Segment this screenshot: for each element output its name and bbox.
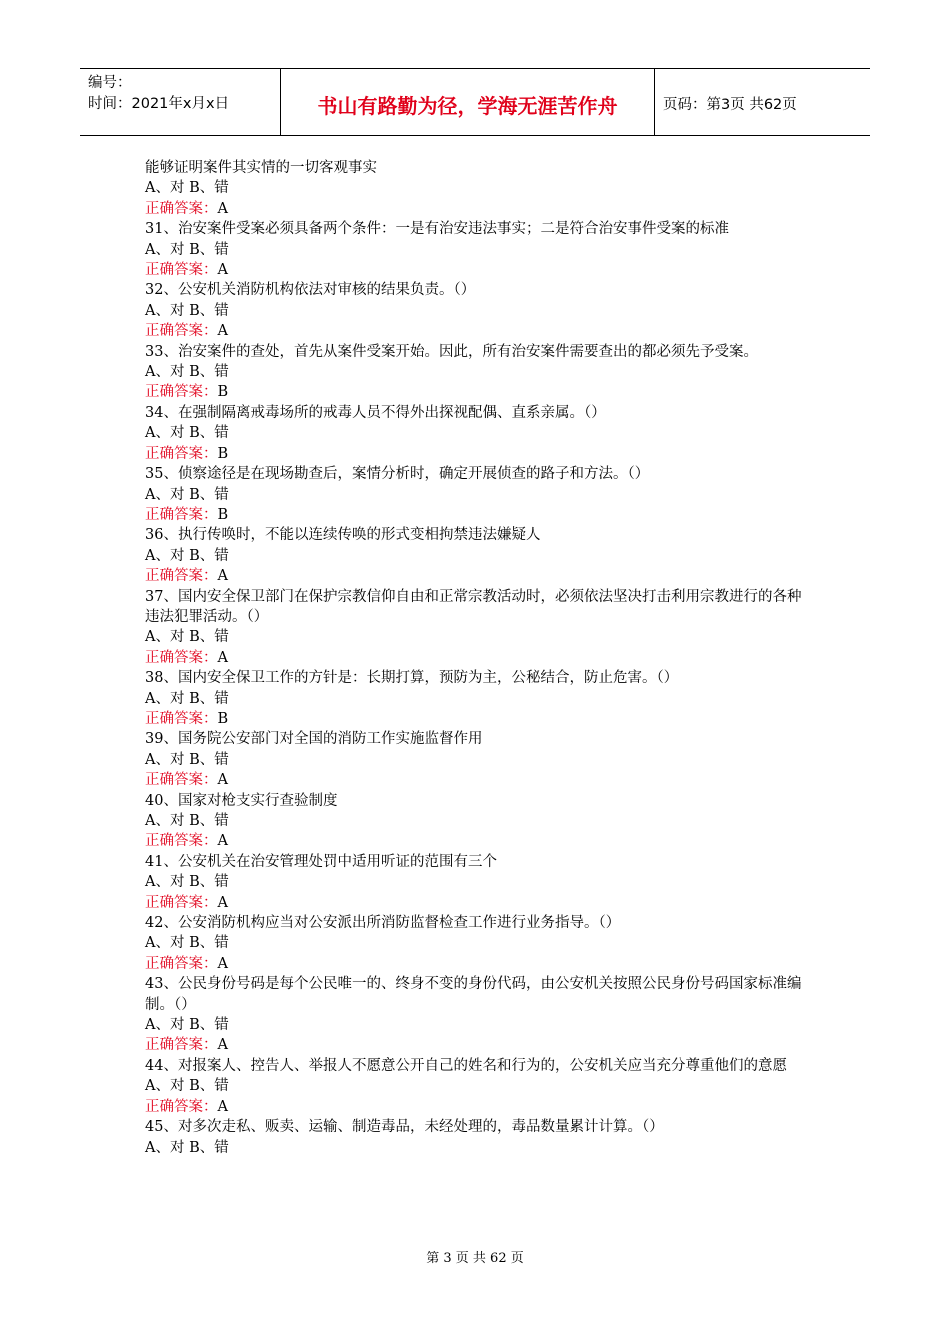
question-text: 44、对报案人、控告人、举报人不愿意公开自己的姓名和行为的，公安机关应当充分尊重他们的意愿 [145, 1057, 787, 1074]
answer-label: 正确答案： [145, 445, 218, 462]
question-answer [145, 954, 810, 974]
answer-value: A [217, 894, 228, 911]
question-answer [145, 709, 810, 729]
answer-label: 正确答案： [145, 568, 218, 585]
question-item [145, 219, 810, 280]
question-text: 40、国家对枪支实行查验制度 [145, 792, 338, 809]
answer-label: 正确答案： [145, 833, 218, 850]
question-options: A、对 B、错 [145, 547, 229, 564]
intro-answer [145, 199, 810, 219]
answer-label: 正确答案： [145, 772, 218, 789]
question-text: 41、公安机关在治安管理处罚中适用听证的范围有三个 [145, 853, 497, 870]
header-page-info: 页码：第3页 共62页 [663, 96, 797, 113]
question-text: 45、对多次走私、贩卖、运输、制造毒品，未经处理的，毒品数量累计计算。（） [145, 1119, 664, 1136]
question-answer [145, 1035, 810, 1055]
page-footer: 第 3 页 共 62 页 [426, 1251, 524, 1266]
question-options: A、对 B、错 [145, 874, 229, 891]
answer-value: A [217, 200, 228, 217]
answer-label: 正确答案： [145, 649, 218, 666]
answer-value: B [217, 384, 229, 401]
answer-label: 正确答案： [145, 1037, 218, 1054]
answer-label: 正确答案： [145, 710, 218, 727]
question-item [145, 403, 810, 464]
question-options: A、对 B、错 [145, 1078, 229, 1095]
question-options: A、对 B、错 [145, 302, 229, 319]
question-options: A、对 B、错 [145, 1017, 229, 1034]
number-label: 编号： [88, 75, 132, 91]
answer-label: 正确答案： [145, 323, 218, 340]
answer-label: 正确答案： [145, 262, 218, 279]
question-text: 42、公安消防机构应当对公安派出所消防监督检查工作进行业务指导。（） [145, 915, 621, 932]
question-text: 31、治安案件受案必须具备两个条件：一是有治安违法事实；二是符合治安事件受案的标准 [145, 221, 729, 238]
question-options: A、对 B、错 [145, 1139, 229, 1156]
question-options: A、对 B、错 [145, 751, 229, 768]
question-text: 32、公安机关消防机构依法对审核的结果负责。（） [145, 282, 476, 299]
question-item [145, 464, 810, 525]
question-text: 37、国内安全保卫部门在保护宗教信仰自由和正常宗教活动时，必须依法坚决打击利用宗教进行的各种违法犯罪活动。（） [145, 588, 802, 625]
answer-label: 正确答案： [145, 955, 218, 972]
question-text: 38、国内安全保卫工作的方针是：长期打算，预防为主，公秘结合，防止危害。（） [145, 670, 679, 687]
answer-value: A [217, 568, 228, 585]
question-answer [145, 770, 810, 790]
question-answer [145, 1097, 810, 1117]
answer-value: A [217, 833, 228, 850]
question-answer [145, 648, 810, 668]
question-answer [145, 382, 810, 402]
question-item [145, 1056, 810, 1117]
question-text: 39、国务院公安部门对全国的消防工作实施监督作用 [145, 731, 483, 748]
question-text: 34、在强制隔离戒毒场所的戒毒人员不得外出探视配偶、直系亲属。（） [145, 404, 606, 421]
answer-value: A [217, 323, 228, 340]
question-options: A、对 B、错 [145, 629, 229, 646]
question-answer [145, 893, 810, 913]
question-item [145, 587, 810, 669]
header-motto: 书山有路勤为径，学海无涯苦作舟 [281, 69, 655, 135]
question-item [145, 974, 810, 1056]
question-text: 36、执行传唤时，不能以连续传唤的形式变相拘禁违法嫌疑人 [145, 527, 541, 544]
question-options: A、对 B、错 [145, 364, 229, 381]
question-answer [145, 321, 810, 341]
question-answer [145, 260, 810, 280]
answer-value: B [217, 710, 229, 727]
question-list [145, 158, 810, 1158]
question-options: A、对 B、错 [145, 813, 229, 829]
answer-value: A [217, 1098, 228, 1115]
question-item [145, 852, 810, 913]
intro-options: A、对 B、错 [145, 180, 229, 197]
intro-line: 能够证明案件其实情的一切客观事实 [145, 160, 377, 176]
answer-value: A [217, 649, 228, 666]
time-label: 时间：2021年x月x日 [88, 96, 230, 112]
question-item [145, 791, 810, 852]
question-answer [145, 505, 810, 525]
question-options: A、对 B、错 [145, 935, 229, 952]
answer-label: 正确答案： [145, 506, 218, 523]
question-item [145, 668, 810, 729]
answer-value: A [217, 772, 228, 789]
question-item [145, 1117, 810, 1158]
answer-value: A [217, 1037, 228, 1054]
question-item [145, 525, 810, 586]
page-header [80, 68, 870, 136]
question-item [145, 913, 810, 974]
header-meta [80, 69, 281, 135]
question-item [145, 342, 810, 403]
question-item [145, 280, 810, 341]
question-text: 43、公民身份号码是每个公民唯一的、终身不变的身份代码，由公安机关按照公民身份号码国家标准编制。（） [145, 976, 802, 1013]
question-answer [145, 831, 810, 851]
question-text: 33、治安案件的查处，首先从案件受案开始。因此，所有治安案件需要查出的都必须先予受案。 [145, 343, 758, 360]
answer-value: B [217, 506, 229, 523]
answer-value: A [217, 955, 228, 972]
question-options: A、对 B、错 [145, 486, 229, 503]
answer-label: 正确答案： [145, 200, 218, 217]
answer-label: 正确答案： [145, 894, 218, 911]
answer-value: A [217, 262, 228, 279]
question-text: 35、侦察途径是在现场勘查后，案情分析时，确定开展侦查的路子和方法。（） [145, 466, 650, 483]
question-answer [145, 444, 810, 464]
question-item [145, 729, 810, 790]
answer-value: B [217, 445, 229, 462]
answer-label: 正确答案： [145, 384, 218, 401]
question-options: A、对 B、错 [145, 690, 229, 707]
answer-label: 正确答案： [145, 1098, 218, 1115]
question-options: A、对 B、错 [145, 241, 229, 258]
question-options: A、对 B、错 [145, 425, 229, 442]
question-answer [145, 566, 810, 586]
